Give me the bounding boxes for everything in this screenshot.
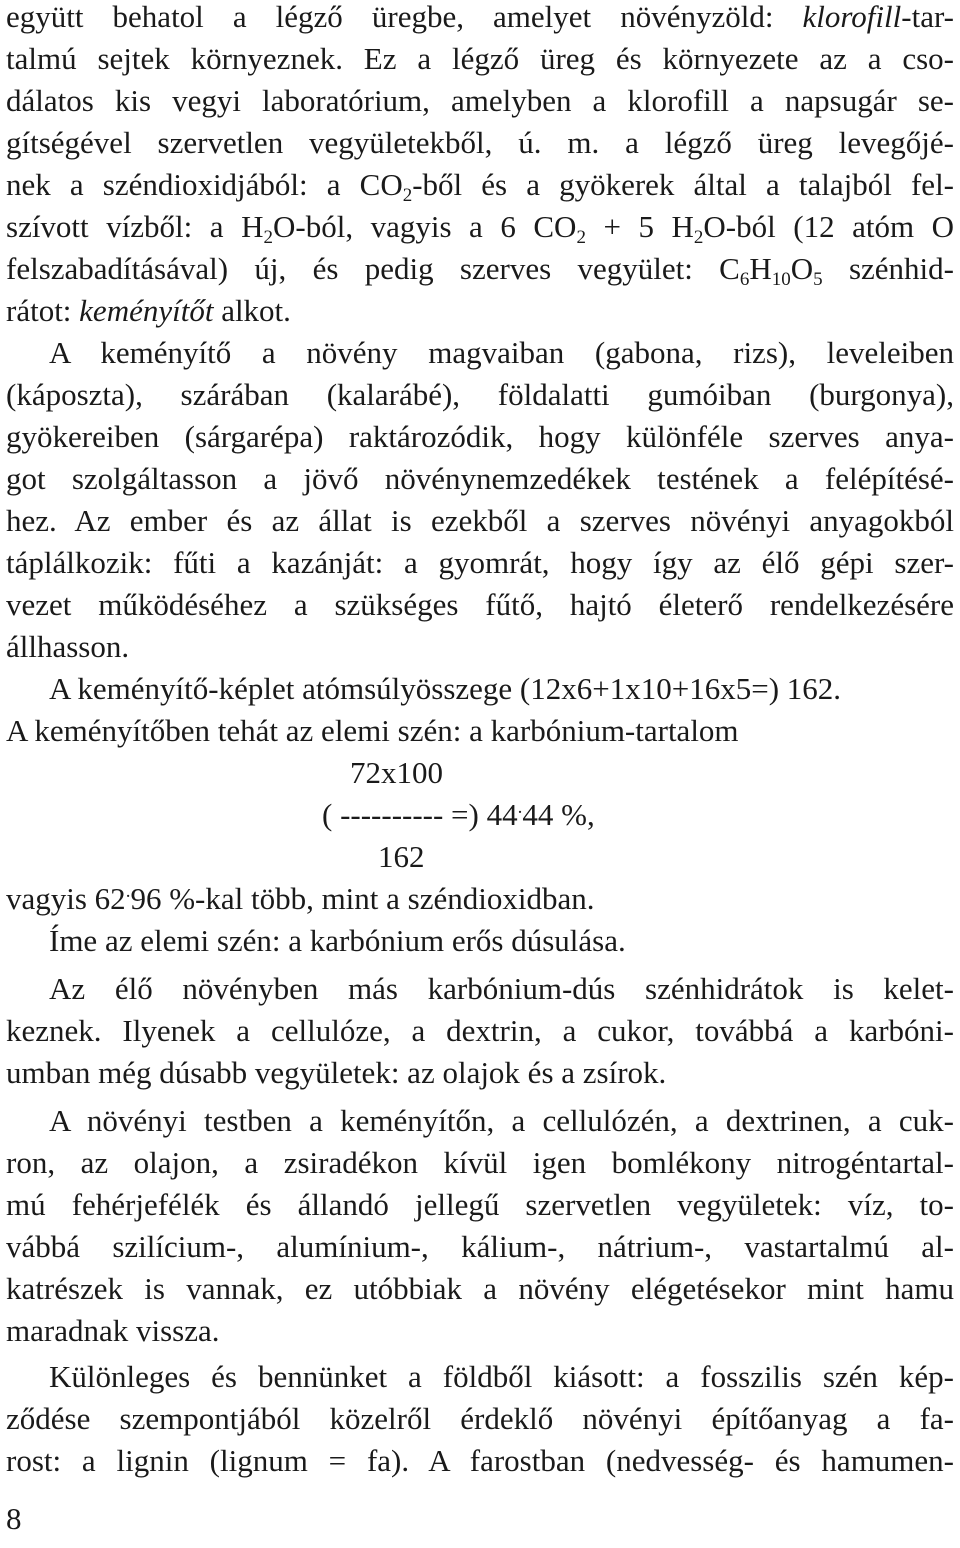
- equation-denominator: 162: [378, 839, 425, 874]
- text-line: A növényi testben a keményítőn, a cellulózén, a dextrinen, a cuk-: [49, 1103, 954, 1138]
- text-line: nek a széndioxidjából: a $CO_2$-ből és a gyökerek által a talajból fel-: [6, 167, 954, 206]
- text-line: állhasson.: [6, 629, 130, 664]
- text-line: Íme az elemi szén: a karbónium erős dúsulása.: [49, 923, 626, 958]
- text-line: gyökereiben (sárgarépa) raktározódik, hogy különféle szerves anya-: [6, 419, 954, 454]
- text-line: mú fehérjefélék és állandó jellegű szervetlen vegyületek: víz, to-: [6, 1187, 954, 1222]
- text-line: ron, az olajon, a zsiradékon kívül igen bomlékony nitrogéntartal-: [6, 1145, 954, 1180]
- text-line: hez. Az ember és az állat is ezekből a szerves növényi anyagokból: [6, 503, 954, 538]
- equation-numerator: 72x100: [350, 755, 443, 790]
- equation-fraction-line: ( ---------- =) 44.44 %,: [322, 797, 595, 832]
- text-line: dálatos kis vegyi laboratórium, amelyben a klorofill a napsugár se-: [6, 83, 954, 118]
- text-line: umban még dúsabb vegyületek: az olajok és a zsírok.: [6, 1055, 667, 1090]
- text-line: rátot: keményítőt alkot.: [6, 293, 291, 328]
- page-number: 8: [6, 1501, 22, 1536]
- text-line: vábbá szilícium-, alumínium-, kálium-, nátrium-, vastartalmú al-: [6, 1229, 954, 1264]
- text-line: gítségével szervetlen vegyületekből, ú. m. a légző üreg levegőjé-: [6, 125, 954, 160]
- text-line: ződése szempontjából közelről érdeklő növényi építőanyag a fa-: [6, 1401, 954, 1436]
- text-line: A keményítő a növény magvaiban (gabona, rizs), leveleiben: [49, 335, 954, 370]
- text-line: rost: a lignin (lignum = fa). A farostban (nedvesség- és hamumen-: [6, 1443, 954, 1478]
- text-line: vagyis 62.96 %-kal több, mint a széndioxidban.: [6, 881, 595, 916]
- text-line: keznek. Ilyenek a cellulóze, a dextrin, a cukor, továbbá a karbóni-: [6, 1013, 954, 1048]
- text-line: (káposzta), szárában (kalarábé), földalatti gumóiban (burgonya),: [6, 377, 954, 412]
- text-line: maradnak vissza.: [6, 1313, 220, 1348]
- text-line: felszabadításával) új, és pedig szerves vegyület: $C_6H_{10}O_5$ szénhid-: [6, 251, 954, 290]
- text-line: got szolgáltasson a jövő növénynemzedékek testének a felépítésé-: [6, 461, 954, 496]
- text-line: A keményítő-képlet atómsúlyösszege (12x6+1x10+16x5=) 162.: [49, 671, 842, 706]
- text-line: Az élő növényben más karbónium-dús szénhidrátok is kelet-: [49, 971, 954, 1006]
- text-line: szívott vízből: a $H_2O$-ból, vagyis a 6 $CO_2 + 5$ $H_2O$-ból (12 atóm O: [6, 209, 955, 248]
- text-line: A keményítőben tehát az elemi szén: a karbónium-tartalom: [6, 713, 739, 748]
- text-line: táplálkozik: fűti a kazánját: a gyomrát, hogy így az élő gépi szer-: [6, 545, 954, 580]
- text-line: katrészek is vannak, ez utóbbiak a növény elégetésekor mint hamu: [6, 1271, 954, 1306]
- text-line: talmú sejtek környeznek. Ez a légző üreg és környezete az a cso-: [6, 41, 954, 76]
- text-line: vezet működéséhez a szükséges fűtő, hajtó életerő rendelkezésére: [6, 587, 954, 622]
- text-line: együtt behatol a légző üregbe, amelyet növényzöld: klorofill-tar-: [6, 0, 954, 34]
- text-line: Különleges és bennünket a földből kiásott: a fosszilis szén kép-: [49, 1359, 954, 1394]
